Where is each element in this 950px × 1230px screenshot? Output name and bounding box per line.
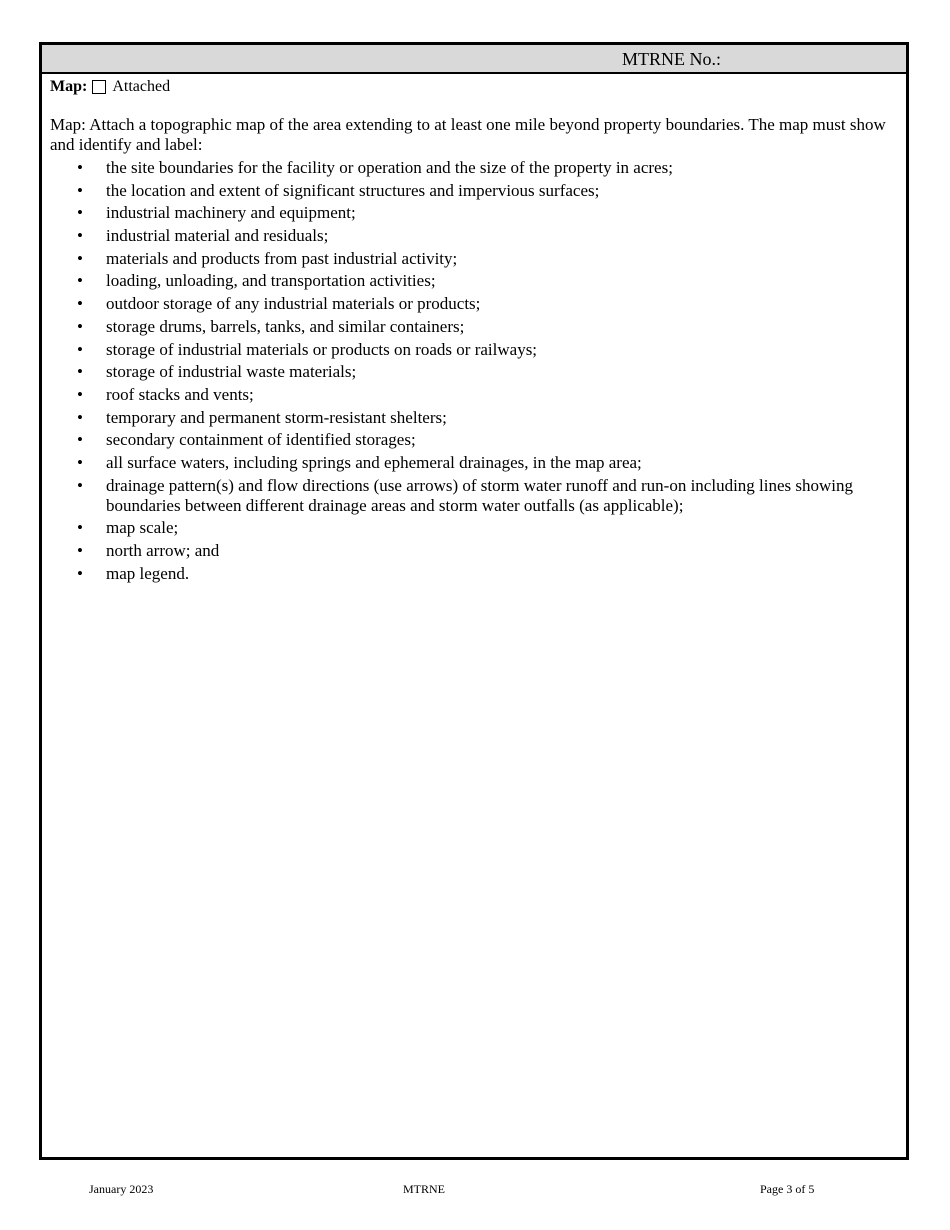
bullet-icon: • — [77, 158, 83, 177]
bullet-icon: • — [77, 180, 83, 200]
list-item-text: materials and products from past industrial activity; — [106, 248, 458, 268]
bullet-icon: • — [77, 563, 83, 583]
list-item — [50, 181, 900, 201]
list-item-text: storage drums, barrels, tanks, and similar containers; — [106, 316, 465, 336]
list-item — [50, 294, 900, 314]
list-item — [50, 317, 900, 337]
attached-checkbox[interactable] — [92, 80, 106, 94]
bullet-icon: • — [77, 362, 83, 382]
list-item-text: the site boundaries for the facility or operation and the size of the property in acres; — [106, 158, 673, 177]
mtrne-number-label: MTRNE No.: — [622, 49, 721, 69]
bullet-icon: • — [77, 248, 83, 268]
bullet-icon: • — [77, 294, 83, 314]
bullet-icon: • — [77, 226, 83, 246]
bullet-icon: • — [77, 541, 83, 560]
list-item-text: map legend. — [106, 563, 190, 583]
bullet-icon: • — [77, 316, 83, 336]
list-item — [50, 430, 900, 450]
map-attached-row — [50, 77, 170, 97]
list-item-text: storage of industrial materials or products on roads or railways; — [106, 339, 538, 359]
bullet-icon: • — [77, 271, 83, 291]
list-item — [50, 541, 900, 561]
list-item — [50, 362, 900, 382]
list-item-text: roof stacks and vents; — [106, 384, 254, 404]
list-item — [50, 226, 900, 246]
list-item-text: all surface waters, including springs and ephemeral drainages, in the map area; — [106, 452, 642, 472]
bullet-icon: • — [77, 430, 83, 450]
list-item-text: north arrow; and — [106, 541, 220, 560]
list-item — [50, 271, 900, 291]
list-item-text: the location and extent of significant structures and impervious surfaces; — [106, 180, 600, 200]
list-item — [50, 340, 900, 360]
form-frame — [39, 42, 909, 1160]
list-item-text: storage of industrial waste materials; — [106, 362, 357, 382]
list-item-text: industrial machinery and equipment; — [106, 203, 356, 223]
map-instructions: Map: Attach a topographic map of the area extending to at least one mile beyond property boundaries. The map must show and identify and label: — [50, 115, 886, 154]
list-item-text: map scale; — [106, 518, 179, 538]
list-item-text: industrial material and residuals; — [106, 226, 329, 246]
footer-page-number: Page 3 of 5 — [760, 1182, 815, 1196]
list-item — [50, 564, 900, 584]
header-bar — [42, 45, 906, 74]
list-item — [50, 453, 900, 473]
list-item-text: drainage pattern(s) and flow directions (use arrows) of storm water runoff and run-on including lines showing boundaries between different drainage areas and storm water outfalls (as applicable); — [106, 475, 854, 515]
list-item-text: loading, unloading, and transportation activities; — [106, 271, 436, 291]
map-requirements-list — [50, 158, 900, 586]
bullet-icon: • — [77, 475, 83, 495]
list-item — [50, 249, 900, 269]
bullet-icon: • — [77, 339, 83, 359]
list-item — [50, 203, 900, 223]
list-item — [50, 476, 900, 516]
map-label: Map: — [50, 78, 88, 95]
list-item-text: secondary containment of identified storages; — [106, 430, 416, 450]
list-item — [50, 158, 900, 178]
bullet-icon: • — [77, 407, 83, 427]
list-item — [50, 385, 900, 405]
list-item-text: outdoor storage of any industrial materials or products; — [106, 294, 481, 314]
bullet-icon: • — [77, 452, 83, 472]
list-item — [50, 518, 900, 538]
bullet-icon: • — [77, 384, 83, 404]
attached-checkbox-label: Attached — [112, 78, 171, 95]
bullet-icon: • — [77, 518, 83, 538]
list-item-text: temporary and permanent storm-resistant shelters; — [106, 407, 447, 427]
footer-form-name: MTRNE — [403, 1182, 445, 1196]
footer-date: January 2023 — [89, 1182, 154, 1196]
bullet-icon: • — [77, 203, 83, 223]
list-item — [50, 408, 900, 428]
